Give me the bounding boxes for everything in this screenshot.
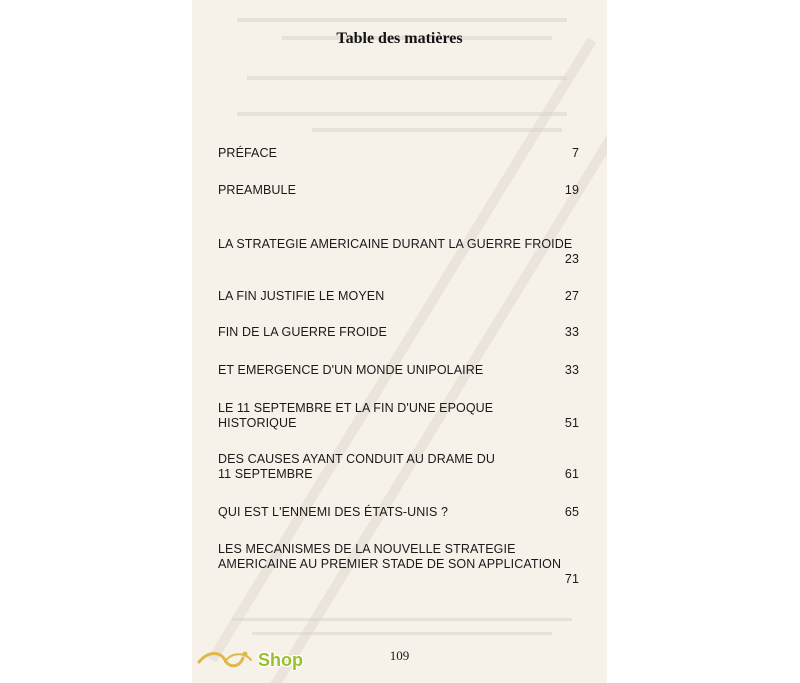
toc-entry-title: QUI EST L'ENNEMI DES ÉTATS-UNIS ?: [218, 505, 449, 519]
toc-entry: [218, 146, 579, 161]
toc-entry-title: LA FIN JUSTIFIE LE MOYEN: [218, 289, 385, 303]
toc-entry: [218, 401, 579, 431]
toc-entry-page: 27: [564, 289, 579, 303]
toc-entry: [218, 363, 579, 378]
toc-entry-page: 33: [564, 325, 579, 339]
toc-entry-page: 19: [564, 183, 579, 197]
toc-entry: [218, 452, 579, 482]
toc-entry: [218, 289, 579, 304]
book-page: [192, 0, 607, 683]
page-title: Table des matières: [336, 30, 463, 47]
toc-entry-page: 23: [564, 252, 579, 266]
toc-entry: [218, 505, 579, 520]
toc-entry-title: LE 11 SEPTEMBRE ET LA FIN D'UNE EPOQUE HISTORIQUE: [218, 401, 494, 430]
toc-entry-title: PRÉFACE: [218, 146, 278, 160]
toc-entry-page: 65: [564, 505, 579, 519]
toc-entry-title: DES CAUSES AYANT CONDUIT AU DRAME DU 11 SEPTEMBRE: [218, 452, 496, 481]
toc-entry-title: LA STRATEGIE AMERICAINE DURANT LA GUERRE FROIDE: [218, 237, 573, 251]
toc-entry: [218, 183, 579, 198]
shop-logo-text: Shop: [258, 650, 303, 670]
toc-entry-page: 7: [571, 146, 579, 160]
toc-entry: [218, 237, 579, 267]
page-number: 109: [389, 648, 410, 663]
toc-entry-title: PREAMBULE: [218, 183, 297, 197]
toc-entry-page: 71: [564, 572, 579, 586]
toc-entry-title: FIN DE LA GUERRE FROIDE: [218, 325, 387, 339]
toc-entry: [218, 325, 579, 340]
toc-entry-page: 33: [564, 363, 579, 377]
toc-entry-title: LES MECANISMES DE LA NOUVELLE STRATEGIE AMERICAINE AU PREMIER STADE DE SON APPLICATION: [218, 542, 562, 571]
toc-entry-page: 61: [564, 467, 579, 481]
toc-entry-page: 51: [564, 416, 579, 430]
toc-entry-title: ET EMERGENCE D'UN MONDE UNIPOLAIRE: [218, 363, 484, 377]
toc-entry: [218, 542, 579, 587]
